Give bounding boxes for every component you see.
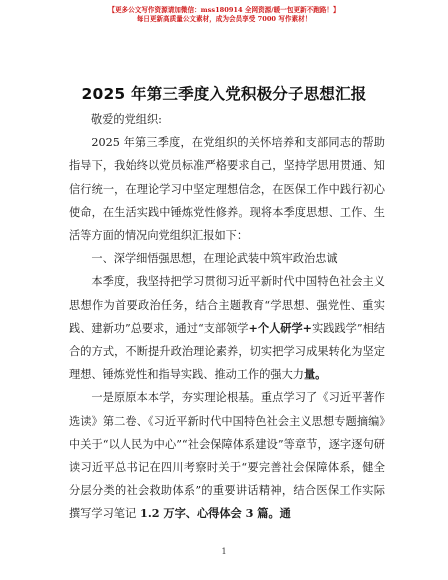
paragraph-2 bbox=[69, 270, 385, 386]
section-heading-1: 一、深学细悟强思想，在理论武装中筑牢政治忠诚 bbox=[91, 252, 338, 266]
paragraph-3-bold: 1.2 万字、心得体会 3 篇。通 bbox=[136, 506, 291, 521]
greeting: 敬爱的党组织: bbox=[91, 113, 162, 126]
promo-banner-line-1: 【更多公文写作资源请加微信：mss180914 全网资源/暖一包更新不跑路！】 bbox=[108, 6, 340, 14]
paragraph-2-bold-a: +个人研学+ bbox=[248, 320, 313, 335]
paragraph-3-text: 一是原原本本学，夯实理论根基。重点学习了《习近平著作选读》第二卷、《习近平新时代中国特色社会主义思想专题摘编》中关于“以人民为中心”“社会保障体系建设”等章节，逐字逐句研读习近平总书记在四川考察时关于“要完善社会保障体系，健全分层分类的社会救助体系”的重要讲话精神，结合医保工作实际撰写学习笔记 bbox=[69, 391, 385, 521]
paragraph-3 bbox=[69, 386, 385, 525]
intro-paragraph: 2025 年第三季度，在党组织的关怀培养和支部同志的帮助指导下，我始终以党员标准严格要求自己，坚持学思用贯通、知信行统一，在理论学习中坚定理想信念，在医保工作中践行初心使命，在生活实践中锤炼党性修养。现将本季度思想、工作、生活等方面的情况向党组织汇报如下： bbox=[69, 136, 385, 243]
paragraph-2-text-b: 实践践学”相结合的方式，不断提升政治理论素养，切实把学习成果转化为坚定理想、锤炼党性和指导实践、推动工作的强大力 bbox=[69, 321, 385, 382]
paragraph-2-text-a: 本季度，我坚持把学习贯彻习近平新时代中国特色社会主义思想作为首要政治任务，结合主题教育“学思想、强党性、重实践、建新功”总要求，通过“支部领学 bbox=[69, 275, 385, 335]
promo-banner-line-2: 每日更新高质量公文素材，成为会员享受 7000 写作素材！ bbox=[136, 15, 312, 23]
document-body bbox=[69, 108, 385, 526]
page-number: 1 bbox=[221, 547, 227, 556]
paragraph-2-bold-b: 量。 bbox=[303, 367, 327, 382]
promo-banner bbox=[0, 6, 448, 24]
document-title: 2025 年第三季度入党积极分子思想汇报 bbox=[81, 85, 367, 103]
